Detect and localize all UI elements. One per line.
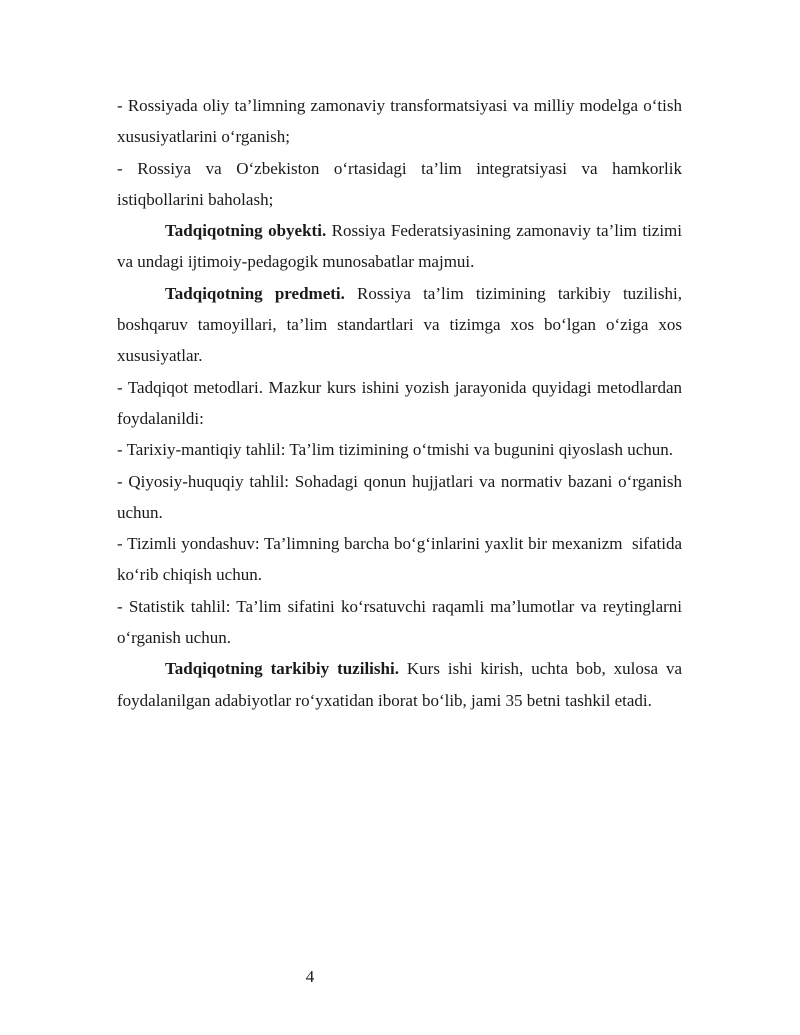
paragraph-method-1: - Tarixiy-mantiqiy tahlil: Ta’lim tizimining o‘tmishi va bugunini qiyoslash uchun. [117, 440, 674, 460]
paragraph-task-3: - Rossiyada oliy ta’limning zamonaviy transformatsiyasi va milliy modelga o‘tish xususiyatlarini o‘rganish; [117, 96, 682, 147]
subject-heading: Tadqiqotning predmeti. [165, 283, 345, 303]
paragraph-method-4: - Statistik tahlil: Ta’lim sifatini ko‘rsatuvchi raqamli ma’lumotlar va reytinglarni o‘rganish uchun. [117, 596, 682, 648]
structure-heading: Tadqiqotning tarkibiy tuzilishi. [165, 659, 399, 679]
paragraph-method-2: - Qiyosiy-huquqiy tahlil: Sohadagi qonun hujjatlari va normativ bazani o‘rganish uchun. [117, 471, 682, 522]
paragraph-methods: - Tadqiqot metodlari. Mazkur kurs ishini yozish jarayonida quyidagi metodlardan foydalanildi: [117, 377, 682, 428]
body-text [117, 90, 687, 716]
paragraph-object: Tadqiqotning obyekti. Rossiya Federatsiyasining zamonaviy ta’lim tizimi va undagi ijtimoiy-pedagogik munosabatlar majmui. [117, 221, 683, 272]
object-heading: Tadqiqotning obyekti. [165, 221, 327, 241]
paragraph-task-4: - Rossiya va O‘zbekiston o‘rtasidagi ta’lim integratsiyasi va hamkorlik istiqbollarini baholash; [117, 158, 682, 209]
paragraph-structure: Tadqiqotning tarkibiy tuzilishi. Kurs ishi kirish, uchta bob, xulosa va foydalanilgan adabiyotlar ro‘yxatidan iborat bo‘lib, jami 35 betni tashkil etadi. [117, 659, 682, 710]
paragraph-subject: Tadqiqotning predmeti. Rossiya ta’lim tizimining tarkibiy tuzilishi, boshqaruv tamoyillari, ta’lim standartlari va tizimga xos bo‘lgan o‘ziga xos xususiyatlar. [117, 283, 682, 366]
paragraph-method-3: - Tizimli yondashuv: Ta’limning barcha bo‘g‘inlarini yaxlit bir mexanizm sifatida ko‘rib chiqish uchun. [117, 534, 687, 585]
page-number: 4 [305, 967, 315, 986]
